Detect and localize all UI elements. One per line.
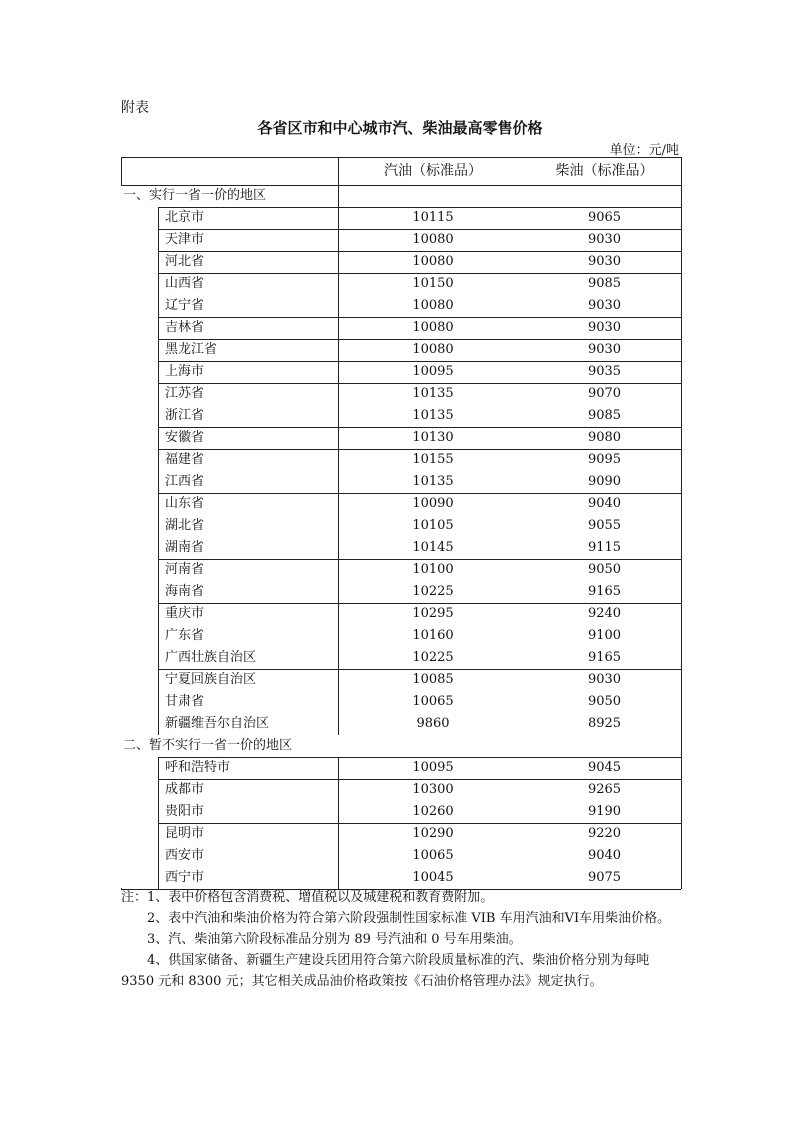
diesel-price: 9165 [587, 584, 622, 599]
table-row [121, 427, 681, 449]
region-name: 重庆市 [165, 606, 205, 621]
region-name: 宁夏回族自治区 [165, 672, 257, 687]
table-column-line [338, 757, 339, 889]
table-row [121, 515, 681, 537]
table-rule [158, 493, 681, 494]
region-name: 安徽省 [165, 430, 205, 445]
region-name: 湖北省 [165, 518, 205, 533]
region-name: 新疆维吾尔自治区 [165, 716, 270, 731]
table-row [121, 361, 681, 383]
table-row [121, 845, 681, 867]
region-name: 山西省 [165, 276, 205, 291]
table-row [121, 207, 681, 229]
diesel-price: 9055 [587, 518, 622, 533]
table-row [121, 449, 681, 471]
diesel-price: 9045 [587, 760, 622, 775]
region-name: 甘肃省 [165, 694, 205, 709]
table-column-line [158, 207, 159, 735]
diesel-price: 9220 [587, 826, 622, 841]
region-name: 浙江省 [165, 408, 205, 423]
diesel-price: 9040 [587, 848, 622, 863]
region-name: 广东省 [165, 628, 205, 643]
gasoline-price: 10160 [412, 628, 454, 643]
diesel-price: 9265 [587, 782, 622, 797]
gasoline-price: 10095 [412, 760, 454, 775]
table-rule [158, 779, 681, 780]
table-rule [158, 603, 681, 604]
table-row [121, 581, 681, 603]
region-name: 河北省 [165, 254, 205, 269]
gasoline-price: 10155 [412, 452, 454, 467]
gasoline-price: 10145 [412, 540, 454, 555]
diesel-price: 9190 [587, 804, 622, 819]
note-3: 3、汽、柴油第六阶段标准品分别为 89 号汽油和 0 号车用柴油。 [147, 932, 522, 947]
region-name: 北京市 [165, 210, 205, 225]
region-name: 西安市 [165, 848, 205, 863]
table-row [121, 317, 681, 339]
region-name: 湖南省 [165, 540, 205, 555]
price-table [121, 157, 681, 885]
diesel-price: 9030 [587, 254, 622, 269]
table-row [121, 229, 681, 251]
table-row [121, 625, 681, 647]
gasoline-price: 10130 [412, 430, 454, 445]
diesel-price: 9240 [587, 606, 622, 621]
unit-label: 单位：元/吨 [609, 143, 679, 158]
gasoline-price: 10080 [412, 298, 454, 313]
table-rule [158, 339, 681, 340]
diesel-price: 9030 [587, 298, 622, 313]
gasoline-price: 10150 [412, 276, 454, 291]
table-rule [158, 251, 681, 252]
table-row [121, 405, 681, 427]
table-rule [158, 559, 681, 560]
gasoline-price: 10135 [412, 386, 454, 401]
region-name: 山东省 [165, 496, 205, 511]
gasoline-price: 10135 [412, 408, 454, 423]
appendix-label: 附表 [121, 100, 149, 116]
region-name: 江西省 [165, 474, 205, 489]
gasoline-price: 10085 [412, 672, 454, 687]
table-rule [158, 273, 681, 274]
diesel-price: 9115 [587, 540, 622, 555]
table-row [121, 537, 681, 559]
gasoline-price: 10095 [412, 364, 454, 379]
diesel-price: 9030 [587, 320, 622, 335]
region-name: 黑龙江省 [165, 342, 218, 357]
diesel-price: 9100 [587, 628, 622, 643]
gasoline-price: 10225 [412, 584, 454, 599]
table-row [121, 273, 681, 295]
region-name: 福建省 [165, 452, 205, 467]
table-rule [158, 317, 681, 318]
table-row [121, 295, 681, 317]
gasoline-price: 10080 [412, 320, 454, 335]
gasoline-price: 10295 [412, 606, 454, 621]
region-name: 贵阳市 [165, 804, 205, 819]
table-row [121, 647, 681, 669]
diesel-price: 9070 [587, 386, 622, 401]
table-rule [121, 157, 681, 158]
gasoline-price: 10260 [412, 804, 454, 819]
diesel-price: 9065 [587, 210, 622, 225]
table-rule [158, 361, 681, 362]
table-column-line [158, 757, 159, 889]
region-name: 河南省 [165, 562, 205, 577]
table-row [121, 493, 681, 515]
table-row [121, 823, 681, 845]
table-row [121, 559, 681, 581]
gasoline-price: 10090 [412, 496, 454, 511]
note-4: 4、供国家储备、新疆生产建设兵团用符合第六阶段质量标准的汽、柴油价格分别为每吨 9350 元和 8300 元；其它相关成品油价格政策按《石油价格管理办法》规定执行。 [121, 953, 650, 989]
section-2-title: 二、暂不实行一省一价的地区 [123, 738, 293, 753]
gasoline-price: 10080 [412, 232, 454, 247]
diesel-price: 9035 [587, 364, 622, 379]
region-name: 海南省 [165, 584, 205, 599]
table-row [121, 339, 681, 361]
gasoline-price: 10225 [412, 650, 454, 665]
diesel-price: 9085 [587, 408, 622, 423]
region-name: 辽宁省 [165, 298, 205, 313]
table-column-line [681, 157, 682, 889]
gasoline-price: 10045 [412, 870, 454, 885]
table-rule [158, 229, 681, 230]
table-row [121, 251, 681, 273]
gasoline-price: 10065 [412, 694, 454, 709]
diesel-price: 9085 [587, 276, 622, 291]
region-name: 西宁市 [165, 870, 205, 885]
gasoline-price: 9860 [416, 716, 450, 731]
diesel-price: 9030 [587, 232, 622, 247]
section-1-title: 一、实行一省一价的地区 [123, 188, 267, 203]
gasoline-price: 10135 [412, 474, 454, 489]
table-rule [158, 669, 681, 670]
table-row [121, 471, 681, 493]
diesel-price: 9030 [587, 672, 622, 687]
page-title: 各省区市和中心城市汽、柴油最高零售价格 [257, 119, 543, 137]
table-row [121, 713, 681, 735]
diesel-price: 9030 [587, 342, 622, 357]
gasoline-price: 10115 [412, 210, 454, 225]
region-name: 吉林省 [165, 320, 205, 335]
region-name: 成都市 [165, 782, 205, 797]
diesel-price: 9050 [587, 562, 622, 577]
gasoline-price: 10290 [412, 826, 454, 841]
diesel-price: 9090 [587, 474, 622, 489]
header-gasoline: 汽油（标准品） [384, 163, 482, 179]
table-row [121, 691, 681, 713]
diesel-price: 9075 [587, 870, 622, 885]
region-name: 江苏省 [165, 386, 205, 401]
table-row [121, 757, 681, 779]
gasoline-price: 10100 [412, 562, 454, 577]
table-row [121, 669, 681, 691]
table-rule [158, 383, 681, 384]
diesel-price: 9095 [587, 452, 622, 467]
region-name: 上海市 [165, 364, 205, 379]
note-2: 2、表中汽油和柴油价格为符合第六阶段强制性国家标准 VIB 车用汽油和VI车用柴油价格。 [147, 911, 671, 926]
gasoline-price: 10080 [412, 342, 454, 357]
table-row [121, 801, 681, 823]
notes [121, 887, 681, 992]
diesel-price: 9165 [587, 650, 622, 665]
diesel-price: 9080 [587, 430, 622, 445]
diesel-price: 9040 [587, 496, 622, 511]
gasoline-price: 10105 [412, 518, 454, 533]
region-name: 广西壮族自治区 [165, 650, 257, 665]
diesel-price: 9050 [587, 694, 622, 709]
table-row [121, 603, 681, 625]
table-rule [158, 449, 681, 450]
gasoline-price: 10300 [412, 782, 454, 797]
region-name: 天津市 [165, 232, 205, 247]
region-name: 昆明市 [165, 826, 205, 841]
note-1: 注：1、表中价格包含消费税、增值税以及城建税和教育费附加。 [121, 890, 494, 905]
header-diesel: 柴油（标准品） [555, 163, 654, 179]
table-row [121, 383, 681, 405]
table-row [121, 867, 681, 889]
region-name: 呼和浩特市 [165, 760, 231, 775]
gasoline-price: 10080 [412, 254, 454, 269]
table-column-line [121, 157, 122, 185]
table-rule [158, 823, 681, 824]
table-rule [158, 427, 681, 428]
table-column-line [338, 157, 339, 735]
table-row [121, 779, 681, 801]
diesel-price: 8925 [587, 716, 622, 731]
gasoline-price: 10065 [412, 848, 454, 863]
